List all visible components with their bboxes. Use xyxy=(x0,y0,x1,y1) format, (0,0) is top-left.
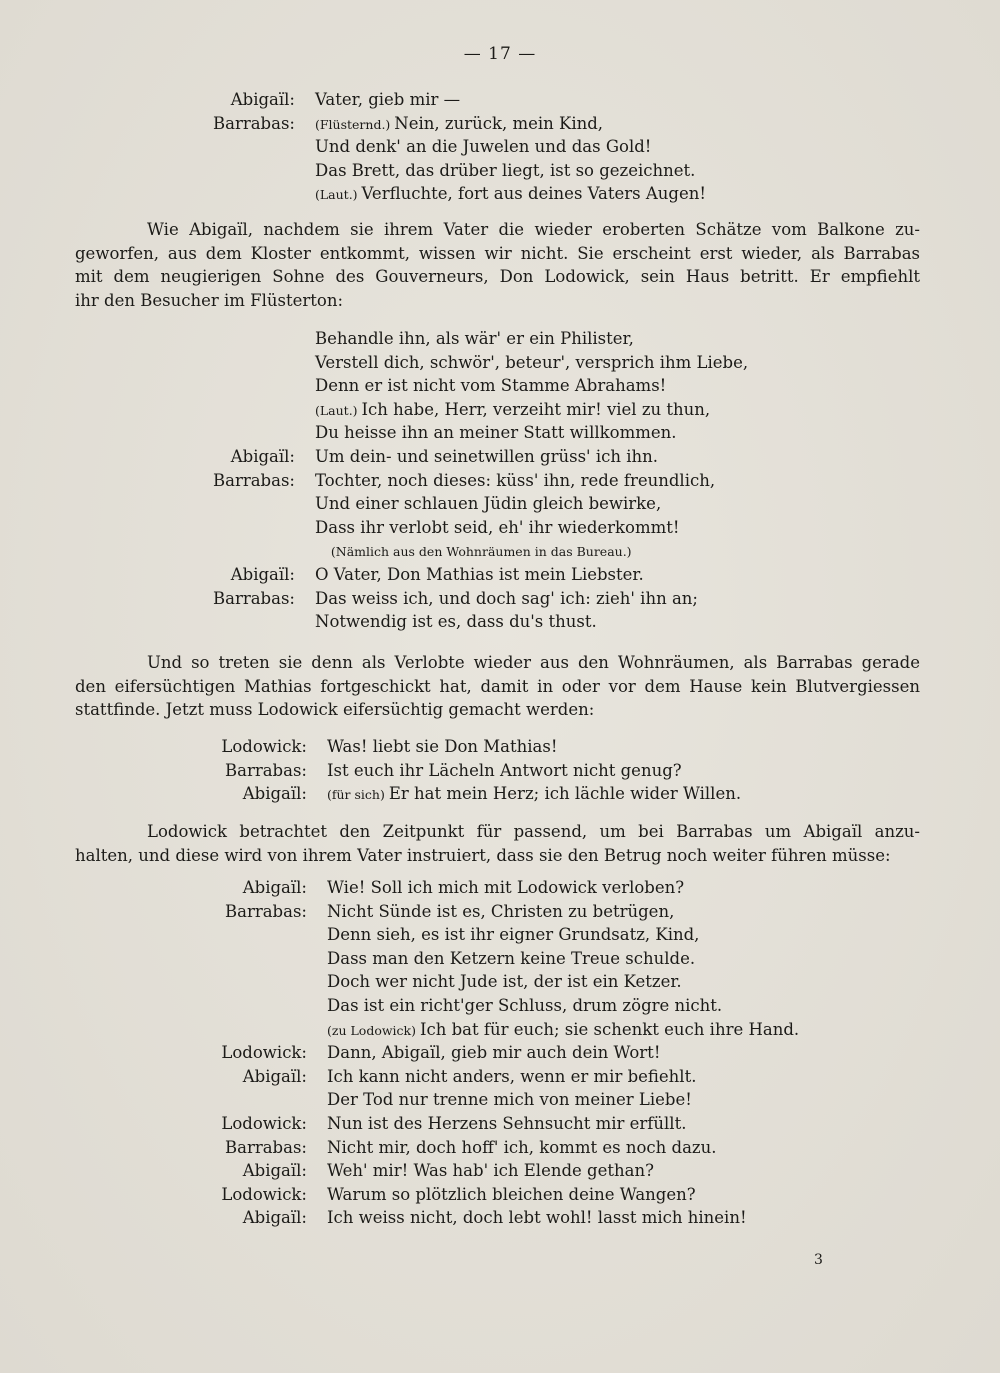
verse-line: Wie! Soll ich mich mit Lodowick verloben? xyxy=(327,878,685,897)
verse-line: Das Brett, das drüber liegt, ist so gezeichnet. xyxy=(315,160,696,180)
speaker-name xyxy=(75,182,315,206)
verse-line: Du heisse ihn an meiner Statt willkommen. xyxy=(315,423,677,443)
verse-line: Er hat mein Herz; ich lächle wider Willen. xyxy=(388,784,742,804)
speaker-name: Barrabas: xyxy=(212,470,295,490)
dialogue-line xyxy=(75,970,799,994)
verse-line: Was! liebt sie Don Mathias! xyxy=(327,737,558,756)
verse-line: Dass man den Ketzern keine Treue schulde. xyxy=(327,948,696,968)
dialogue-line xyxy=(75,947,799,971)
verse-text xyxy=(315,492,661,516)
dialogue-line xyxy=(75,1088,799,1112)
stage-direction: (für sich) xyxy=(327,787,389,803)
verse-line: Nicht Sünde ist es, Christen zu betrügen, xyxy=(327,901,675,921)
verse-text xyxy=(327,1018,799,1042)
signature-mark: 3 xyxy=(814,1252,823,1268)
verse-text xyxy=(327,1112,686,1136)
dialogue-line xyxy=(75,327,748,351)
dialogue-line xyxy=(75,445,748,469)
dialogue-line xyxy=(75,735,741,759)
dialogue-line xyxy=(75,1065,799,1089)
speaker-name xyxy=(75,1088,327,1112)
verse-line: Behandle ihn, als wär' er ein Philister, xyxy=(315,329,634,348)
speaker-name xyxy=(75,374,315,398)
verse-line: Und einer schlauen Jüdin gleich bewirke, xyxy=(315,494,662,514)
verse-text xyxy=(327,994,722,1018)
verse-line: Ich kann nicht anders, wenn er mir befiehlt. xyxy=(327,1066,697,1086)
verse-text xyxy=(327,923,699,947)
speaker-name xyxy=(75,947,327,971)
prose-line: Wie Abigaïl, nachdem sie ihrem Vater die wieder eroberten Schätze vom Balkone zu- xyxy=(147,220,920,239)
dialogue-block-4 xyxy=(75,876,799,1230)
verse-text xyxy=(315,469,715,493)
verse-text xyxy=(327,1183,696,1207)
verse-text xyxy=(327,1041,660,1065)
stage-direction: (Laut.) xyxy=(315,187,362,203)
prose-line: Lodowick betrachtet den Zeitpunkt für passend, um bei Barrabas um Abigaïl anzu- xyxy=(147,822,920,841)
verse-text xyxy=(327,970,682,994)
verse-line: Dann, Abigaïl, gieb mir auch dein Wort! xyxy=(327,1043,661,1063)
stage-direction: (Laut.) xyxy=(315,402,362,418)
stage-direction: (zu Lodowick) xyxy=(327,1022,420,1038)
prose-line: Und so treten sie denn als Verlobte wieder aus den Wohnräumen, als Barrabas gerade xyxy=(147,653,920,672)
dialogue-block-2 xyxy=(75,327,748,634)
verse-line: Und denk' an die Juwelen und das Gold! xyxy=(315,137,652,157)
speaker-name: Abigaïl: xyxy=(242,1208,307,1228)
prose-line: stattfinde. Jetzt muss Lodowick eifersüchtig gemacht werden: xyxy=(75,700,595,720)
verse-text xyxy=(315,351,748,375)
speaker-name xyxy=(75,516,315,540)
prose-paragraph-1 xyxy=(75,218,920,312)
dialogue-line xyxy=(75,159,706,183)
verse-text xyxy=(315,445,658,469)
verse-text xyxy=(327,1065,696,1089)
speaker-name xyxy=(75,492,315,516)
dialogue-block-1 xyxy=(75,88,706,206)
verse-line: Verstell dich, schwör', beteur', versprich ihm Liebe, xyxy=(315,352,749,372)
verse-text xyxy=(315,587,698,611)
speaker-name xyxy=(75,923,327,947)
dialogue-block-3 xyxy=(75,735,741,806)
verse-text xyxy=(315,539,632,563)
verse-text xyxy=(327,900,674,924)
speaker-name: Abigaïl: xyxy=(242,878,307,897)
verse-line: Nein, zurück, mein Kind, xyxy=(394,113,604,133)
verse-text xyxy=(327,759,682,783)
verse-text xyxy=(315,563,644,587)
dialogue-line xyxy=(75,351,748,375)
speaker-name: Abigaïl: xyxy=(242,1066,307,1086)
prose-line: halten, und diese wird von ihrem Vater instruiert, dass sie den Betrug noch weiter führen müsse: xyxy=(75,845,891,865)
dialogue-line xyxy=(75,1183,799,1207)
speaker-name: Barrabas: xyxy=(224,760,307,780)
verse-text xyxy=(315,374,666,398)
verse-line: Um dein- und seinetwillen grüss' ich ihn. xyxy=(315,446,658,466)
dialogue-line xyxy=(75,492,748,516)
verse-text xyxy=(315,421,677,445)
speaker-name: Lodowick: xyxy=(221,1113,307,1133)
speaker-name xyxy=(75,351,315,375)
dialogue-line xyxy=(75,759,741,783)
verse-text xyxy=(315,135,651,159)
verse-line: Ich bat für euch; sie schenkt euch ihre Hand. xyxy=(419,1019,800,1039)
verse-line: Denn sieh, es ist ihr eigner Grundsatz, Kind, xyxy=(327,925,700,945)
verse-line: Nicht mir, doch hoff' ich, kommt es noch dazu. xyxy=(327,1137,717,1157)
speaker-name xyxy=(75,327,315,351)
verse-line: Vater, gieb mir — xyxy=(315,90,461,109)
speaker-name: Barrabas: xyxy=(212,588,295,608)
stage-direction: (Nämlich aus den Wohnräumen in das Bureau.) xyxy=(315,544,632,560)
speaker-name xyxy=(75,994,327,1018)
prose-paragraph-3 xyxy=(75,820,920,867)
verse-line: Warum so plötzlich bleichen deine Wangen? xyxy=(327,1184,696,1204)
verse-text xyxy=(315,112,603,136)
verse-line: Nun ist des Herzens Sehnsucht mir erfüllt. xyxy=(327,1113,687,1133)
speaker-name: Abigaïl: xyxy=(230,564,295,584)
verse-text xyxy=(327,735,557,759)
dialogue-line xyxy=(75,1041,799,1065)
dialogue-line xyxy=(75,112,706,136)
verse-line: Tochter, noch dieses: küss' ihn, rede freundlich, xyxy=(315,470,716,490)
prose-line: den eifersüchtigen Mathias fortgeschickt hat, damit in oder vor dem Hause kein Blutvergiessen xyxy=(75,676,920,696)
dialogue-line xyxy=(75,421,748,445)
prose-line: ihr den Besucher im Flüsterton: xyxy=(75,290,344,310)
verse-text xyxy=(315,610,597,634)
dialogue-line xyxy=(75,539,748,563)
verse-line: Notwendig ist es, dass du's thust. xyxy=(315,612,597,632)
speaker-name xyxy=(75,159,315,183)
speaker-name xyxy=(75,539,315,563)
verse-text xyxy=(327,782,741,806)
speaker-name: Lodowick: xyxy=(221,1184,307,1204)
verse-text xyxy=(315,398,710,422)
prose-line: geworfen, aus dem Kloster entkommt, wissen wir nicht. Sie erscheint erst wieder, als Barrabas xyxy=(75,243,920,263)
speaker-name: Abigaïl: xyxy=(230,446,295,466)
speaker-name: Abigaïl: xyxy=(242,784,307,804)
dialogue-line xyxy=(75,469,748,493)
verse-text xyxy=(315,88,460,112)
dialogue-line xyxy=(75,398,748,422)
speaker-name xyxy=(75,1018,327,1042)
verse-text xyxy=(315,159,695,183)
dialogue-line xyxy=(75,182,706,206)
verse-line: Verfluchte, fort aus deines Vaters Augen! xyxy=(361,184,707,204)
verse-line: Ist euch ihr Lächeln Antwort nicht genug? xyxy=(327,760,682,780)
prose-line: mit dem neugierigen Sohne des Gouverneurs, Don Lodowick, sein Haus betritt. Er empfiehlt xyxy=(75,267,920,287)
verse-text xyxy=(315,327,634,351)
dialogue-line xyxy=(75,900,799,924)
verse-line: Weh' mir! Was hab' ich Elende gethan? xyxy=(327,1161,654,1181)
dialogue-line xyxy=(75,1136,799,1160)
verse-text xyxy=(315,182,706,206)
dialogue-line xyxy=(75,374,748,398)
speaker-name: Barrabas: xyxy=(212,113,295,133)
stage-direction: (Flüsternd.) xyxy=(315,116,395,132)
dialogue-line xyxy=(75,610,748,634)
verse-text xyxy=(327,947,695,971)
verse-text xyxy=(327,876,684,900)
verse-text xyxy=(327,1206,747,1230)
dialogue-line xyxy=(75,516,748,540)
speaker-name: Abigaïl: xyxy=(230,90,295,109)
verse-line: Ich weiss nicht, doch lebt wohl! lasst mich hinein! xyxy=(327,1208,747,1228)
speaker-name xyxy=(75,135,315,159)
dialogue-line xyxy=(75,135,706,159)
dialogue-line xyxy=(75,587,748,611)
dialogue-line xyxy=(75,563,748,587)
verse-line: Der Tod nur trenne mich von meiner Liebe! xyxy=(327,1090,692,1110)
verse-line: Das ist ein richt'ger Schluss, drum zögre nicht. xyxy=(327,995,723,1015)
verse-line: Denn er ist nicht vom Stamme Abrahams! xyxy=(315,376,667,396)
speaker-name: Lodowick: xyxy=(221,1043,307,1063)
dialogue-line xyxy=(75,994,799,1018)
verse-text xyxy=(327,1088,692,1112)
dialogue-line xyxy=(75,1018,799,1042)
dialogue-line xyxy=(75,1159,799,1183)
verse-text xyxy=(327,1136,716,1160)
dialogue-line xyxy=(75,876,799,900)
verse-line: Ich habe, Herr, verzeiht mir! viel zu thun, xyxy=(361,399,711,419)
prose-paragraph-2 xyxy=(75,651,920,722)
dialogue-line xyxy=(75,1206,799,1230)
verse-line: Dass ihr verlobt seid, eh' ihr wiederkommt! xyxy=(315,517,680,537)
speaker-name: Barrabas: xyxy=(224,1137,307,1157)
speaker-name: Abigaïl: xyxy=(242,1161,307,1181)
speaker-name xyxy=(75,610,315,634)
verse-text xyxy=(327,1159,654,1183)
speaker-name xyxy=(75,970,327,994)
speaker-name xyxy=(75,398,315,422)
verse-line: O Vater, Don Mathias ist mein Liebster. xyxy=(315,564,644,584)
dialogue-line xyxy=(75,923,799,947)
verse-text xyxy=(315,516,680,540)
verse-line: Das weiss ich, und doch sag' ich: zieh' ihn an; xyxy=(315,588,698,608)
dialogue-line xyxy=(75,1112,799,1136)
dialogue-line xyxy=(75,782,741,806)
verse-line: Doch wer nicht Jude ist, der ist ein Ketzer. xyxy=(327,972,682,992)
dialogue-line xyxy=(75,88,706,112)
speaker-name: Barrabas: xyxy=(224,901,307,921)
speaker-name: Lodowick: xyxy=(221,737,307,756)
speaker-name xyxy=(75,421,315,445)
page-number: — 17 — xyxy=(463,44,537,64)
